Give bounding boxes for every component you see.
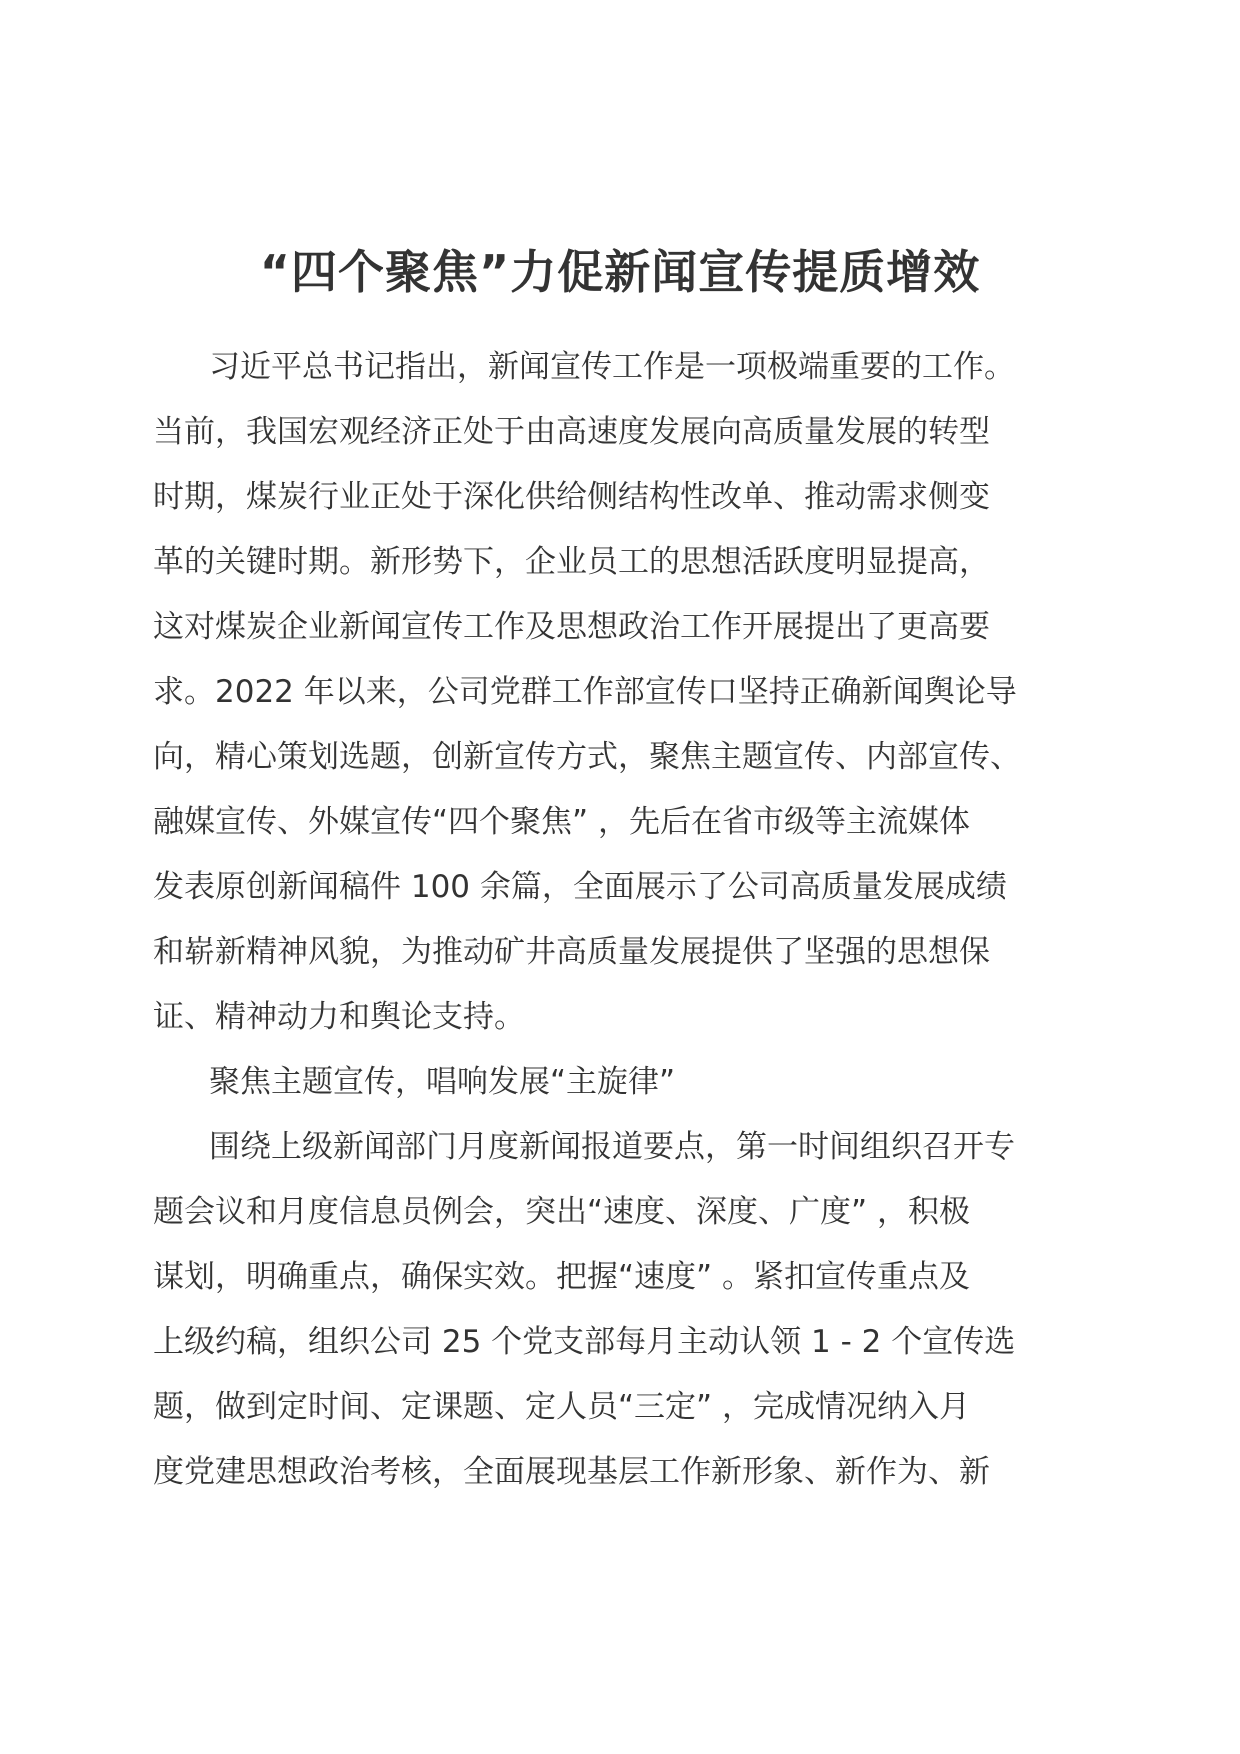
document-body	[153, 335, 1093, 1505]
paragraph-line: 和崭新精神风貌，为推动矿井高质量发展提供了坚强的思想保	[153, 934, 990, 970]
paragraph-line: 题，做到定时间、定课题、定人员“三定” ，完成情况纳入月	[153, 1389, 970, 1425]
paragraph-line: 革的关键时期。新形势下，企业员工的思想活跃度明显提高，	[153, 544, 990, 580]
paragraph-line: 上级约稿，组织公司 25 个党支部每月主动认领 1 - 2 个宣传选	[153, 1324, 1016, 1360]
paragraph-line: 求。2022 年以来，公司党群工作部宣传口坚持正确新闻舆论导	[153, 674, 1017, 710]
paragraph-line: 度党建思想政治考核，全面展现基层工作新形象、新作为、新	[153, 1454, 990, 1490]
paragraph-line: 习近平总书记指出，新闻宣传工作是一项极端重要的工作。	[209, 349, 1015, 385]
paragraph-line: 题会议和月度信息员例会，突出“速度、深度、广度” ，积极	[153, 1194, 970, 1230]
paragraph-line: 围绕上级新闻部门月度新闻报道要点，第一时间组织召开专	[209, 1129, 1015, 1165]
section-heading: 聚焦主题宣传，唱响发展“主旋律”	[209, 1064, 676, 1100]
paragraph-line: 谋划，明确重点，确保实效。把握“速度” 。紧扣宣传重点及	[153, 1259, 970, 1295]
paragraph-line: 融媒宣传、外媒宣传“四个聚焦” ，先后在省市级等主流媒体	[153, 804, 970, 840]
paragraph-line: 这对煤炭企业新闻宣传工作及思想政治工作开展提出了更高要	[153, 609, 990, 645]
paragraph-line: 当前，我国宏观经济正处于由高速度发展向高质量发展的转型	[153, 414, 990, 450]
paragraph-line: 证、精神动力和舆论支持。	[153, 999, 525, 1035]
paragraph-line: 发表原创新闻稿件 100 余篇，全面展示了公司高质量发展成绩	[153, 869, 1007, 905]
paragraph-line: 向，精心策划选题，创新宣传方式，聚焦主题宣传、内部宣传、	[153, 739, 1021, 775]
document-title: “四个聚焦”力促新闻宣传提质增效	[259, 245, 981, 299]
paragraph-line: 时期，煤炭行业正处于深化供给侧结构性改单、推动需求侧变	[153, 479, 990, 515]
